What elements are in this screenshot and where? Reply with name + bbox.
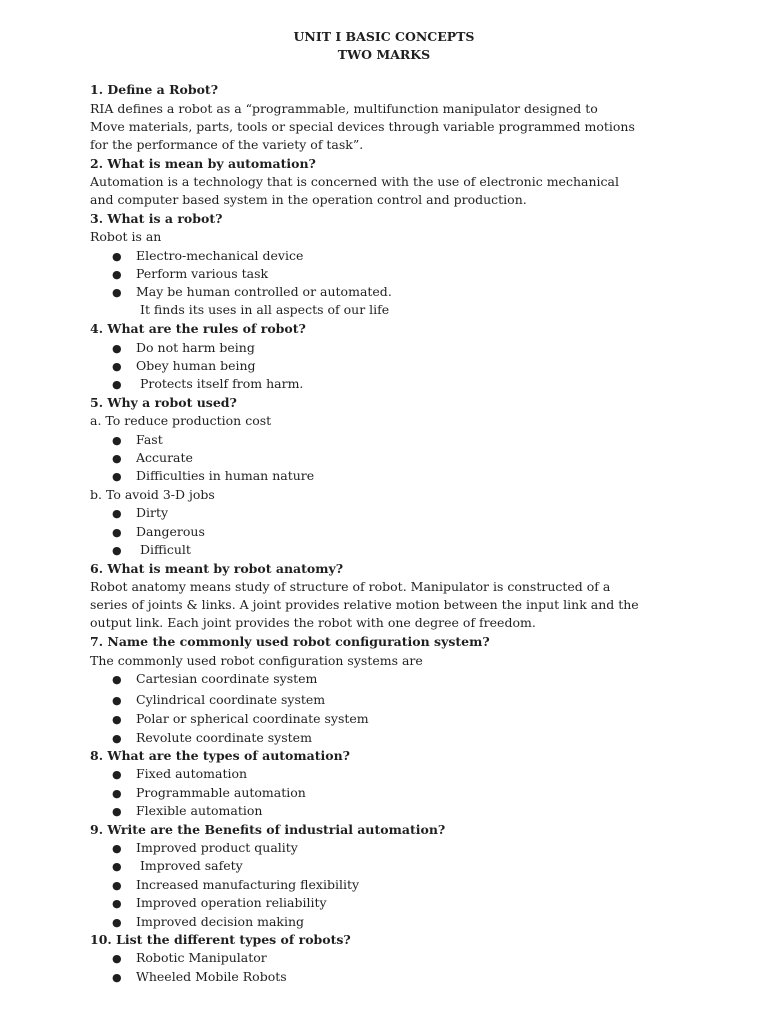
- answer-line: and computer based system in the operation control and production.: [90, 192, 527, 207]
- list-item: ● Accurate: [112, 449, 193, 468]
- bullet-icon: ●: [112, 694, 122, 707]
- list-item: ● Increased manufacturing flexibility: [112, 876, 359, 895]
- answer-line: output link. Each joint provides the robot with one degree of freedom.: [90, 615, 536, 630]
- list-item: ● Dangerous: [112, 523, 205, 542]
- list-item: ● Perform various task: [112, 265, 268, 284]
- bullet-icon: ●: [112, 434, 122, 447]
- answer-intro: a. To reduce production cost: [90, 413, 272, 428]
- list-item: ● Revolute coordinate system: [112, 729, 312, 748]
- answer-line: Automation is a technology that is concerned with the use of electronic mechanical: [90, 174, 619, 189]
- bullet-icon: ●: [112, 952, 122, 965]
- bullet-icon: ●: [112, 673, 122, 686]
- list-item: ● Flexible automation: [112, 802, 262, 821]
- bullet-icon: ●: [112, 879, 122, 892]
- bullet-icon: ●: [112, 250, 122, 263]
- question-heading: 1. Define a Robot?: [90, 82, 219, 97]
- bullet-icon: ●: [112, 378, 122, 391]
- bullet-icon: ●: [112, 360, 122, 373]
- question-heading: 7. Name the commonly used robot configuration system?: [90, 634, 490, 649]
- list-item: ● Cylindrical coordinate system: [112, 691, 325, 710]
- list-item: ● Programmable automation: [112, 784, 306, 803]
- list-item: ● Electro-mechanical device: [112, 247, 303, 266]
- list-item: ● Difficulties in human nature: [112, 467, 314, 486]
- question-heading: 6. What is meant by robot anatomy?: [90, 561, 344, 576]
- list-item: ● Obey human being: [112, 357, 256, 376]
- list-item: ● Improved decision making: [112, 913, 304, 932]
- bullet-icon: ●: [112, 507, 122, 520]
- list-item: ● Protects itself from harm.: [112, 375, 303, 394]
- bullet-icon: ●: [112, 342, 122, 355]
- question-heading: 8. What are the types of automation?: [90, 748, 350, 763]
- answer-line: Move materials, parts, tools or special devices through variable programmed motions: [90, 119, 635, 134]
- bullet-icon: ●: [112, 286, 122, 299]
- answer-line: series of joints & links. A joint provides relative motion between the input link and the: [90, 597, 639, 612]
- question-heading: 2. What is mean by automation?: [90, 156, 316, 171]
- question-heading: 4. What are the rules of robot?: [90, 321, 306, 336]
- answer-line: RIA defines a robot as a “programmable, multifunction manipulator designed to: [90, 101, 598, 116]
- list-item: ● Fixed automation: [112, 765, 247, 784]
- bullet-icon: ●: [112, 971, 122, 984]
- question-heading: 9. Write are the Benefits of industrial automation?: [90, 822, 446, 837]
- list-item: ● Improved operation reliability: [112, 894, 327, 913]
- document-title: UNIT I BASIC CONCEPTS: [293, 29, 475, 44]
- answer-line: Robot anatomy means study of structure of robot. Manipulator is constructed of a: [90, 579, 611, 594]
- bullet-icon: ●: [112, 842, 122, 855]
- list-item: ● Polar or spherical coordinate system: [112, 710, 369, 729]
- bullet-icon: ●: [112, 544, 122, 557]
- list-item: ● May be human controlled or automated.: [112, 283, 392, 302]
- bullet-icon: ●: [112, 860, 122, 873]
- bullet-icon: ●: [112, 787, 122, 800]
- question-heading: 3. What is a robot?: [90, 211, 223, 226]
- answer-intro: The commonly used robot configuration systems are: [90, 653, 423, 668]
- bullet-icon: ●: [112, 452, 122, 465]
- list-item: ● Robotic Manipulator: [112, 949, 267, 968]
- list-item: ● Cartesian coordinate system: [112, 670, 317, 689]
- list-item: ● Improved product quality: [112, 839, 298, 858]
- document-subtitle: TWO MARKS: [337, 47, 431, 62]
- list-item: ● Dirty: [112, 504, 168, 523]
- bullet-icon: ●: [112, 732, 122, 745]
- list-item: ● Do not harm being: [112, 339, 255, 358]
- list-item: ● Difficult: [112, 541, 191, 560]
- question-heading: 5. Why a robot used?: [90, 395, 237, 410]
- question-heading: 10. List the different types of robots?: [90, 932, 351, 947]
- answer-intro: Robot is an: [90, 229, 162, 244]
- list-continuation: It finds its uses in all aspects of our life: [140, 302, 390, 317]
- answer-line: for the performance of the variety of task”.: [90, 137, 364, 152]
- bullet-icon: ●: [112, 768, 122, 781]
- bullet-icon: ●: [112, 470, 122, 483]
- answer-intro: b. To avoid 3-D jobs: [90, 487, 215, 502]
- list-item: ● Improved safety: [112, 857, 243, 876]
- bullet-icon: ●: [112, 897, 122, 910]
- bullet-icon: ●: [112, 526, 122, 539]
- bullet-icon: ●: [112, 805, 122, 818]
- list-item: ● Wheeled Mobile Robots: [112, 968, 287, 987]
- bullet-icon: ●: [112, 713, 122, 726]
- bullet-icon: ●: [112, 916, 122, 929]
- list-item: ● Fast: [112, 431, 163, 450]
- bullet-icon: ●: [112, 268, 122, 281]
